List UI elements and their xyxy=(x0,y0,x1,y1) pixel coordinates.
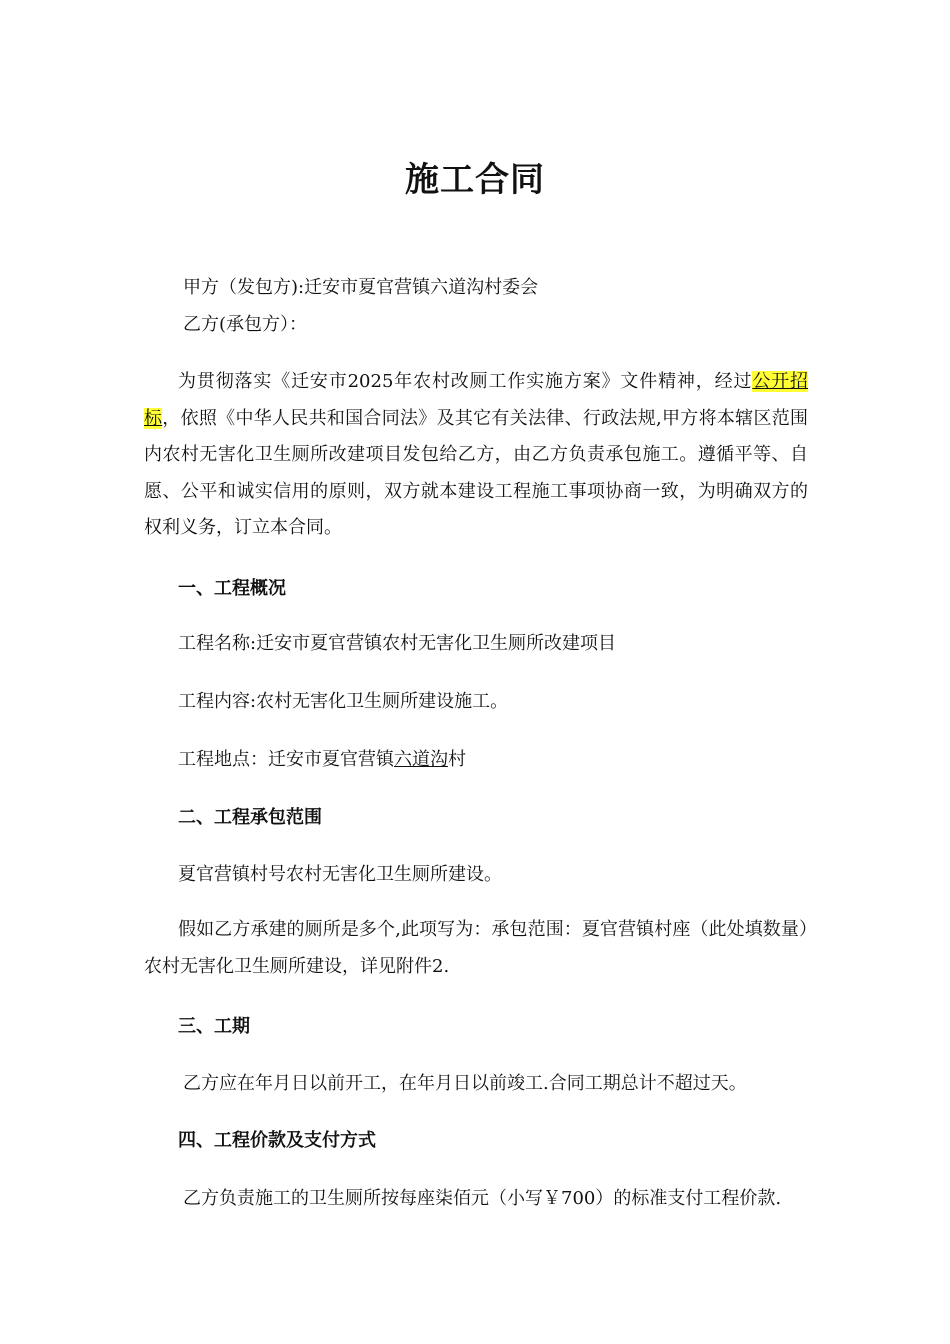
schedule-line: 乙方应在年月日以前开工，在年月日以前竣工.合同工期总计不超过天。 xyxy=(183,1073,747,1094)
location-suffix: 村 xyxy=(448,749,466,770)
section-1-heading: 一、工程概况 xyxy=(178,578,286,599)
payment-line: 乙方负责施工的卫生厕所按每座柒佰元（小写￥700）的标准支付工程价款. xyxy=(183,1188,782,1209)
section-2-heading: 二、工程承包范围 xyxy=(178,807,322,828)
scope-line: 夏官营镇村号农村无害化卫生厕所建设。 xyxy=(178,864,502,885)
section-4-heading: 四、工程价款及支付方式 xyxy=(178,1130,376,1151)
project-location-line xyxy=(178,742,466,778)
location-prefix: 工程地点：迁安市夏官营镇 xyxy=(178,749,394,770)
highlighted-text: 公开招标 xyxy=(144,371,809,429)
party-a-line: 甲方（发包方):迁安市夏官营镇六道沟村委会 xyxy=(183,277,539,298)
scope-note-paragraph: 假如乙方承建的厕所是多个,此项写为：承包范围：夏官营镇村座（此处填数量）农村无害化卫生厕所建设，详见附件2. xyxy=(144,919,808,977)
party-b-line: 乙方(承包方）： xyxy=(183,314,308,335)
intro-text-end: ，依照《中华人民共和国合同法》及其它有关法律、行政法规,甲方将本辖区范围内农村无害化卫生厕所改建项目发包给乙方，由乙方负责承包施工。遵循平等、自愿、公平和诚实信用的原则，双方就本建设工程施工事项协商一致，为明确双方的权利义务，订立本合同。 xyxy=(144,407,809,538)
document-title: 施工合同 xyxy=(405,160,545,200)
project-content-line: 工程内容:农村无害化卫生厕所建设施工。 xyxy=(178,691,509,712)
intro-paragraph xyxy=(144,364,808,547)
section-3-heading: 三、工期 xyxy=(178,1016,250,1037)
location-underlined: 六道沟 xyxy=(394,749,448,770)
intro-text-start: 为贯彻落实《迁安市2025年农村改厕工作实施方案》文件精神，经过 xyxy=(178,371,753,392)
project-name-line: 工程名称:迁安市夏官营镇农村无害化卫生厕所改建项目 xyxy=(178,633,617,654)
